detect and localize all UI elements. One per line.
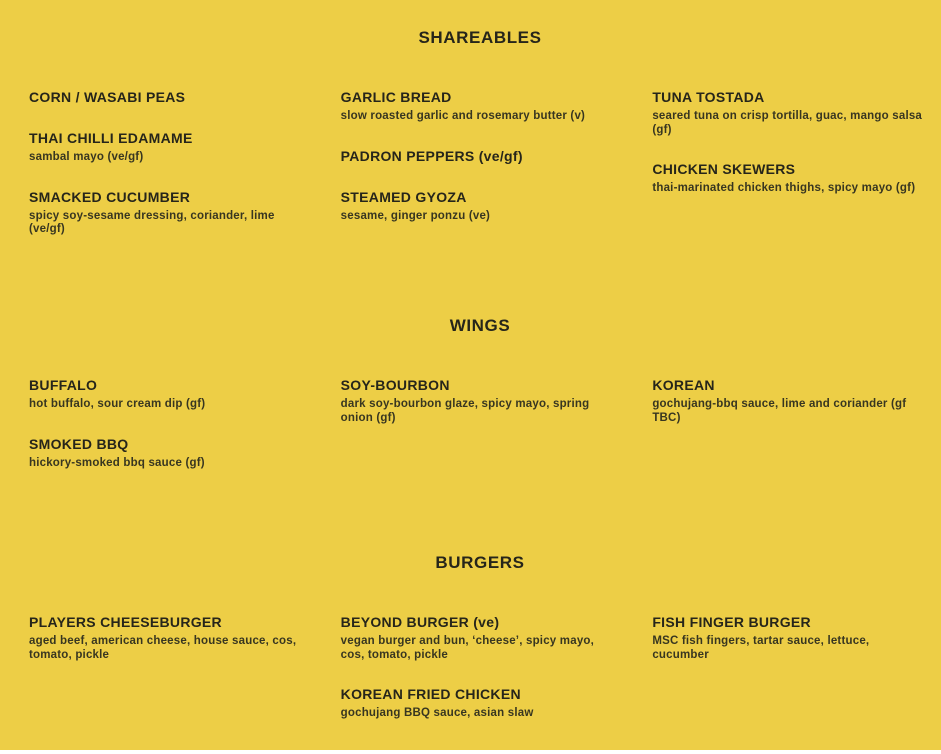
item-name: STEAMED GYOZA [340,188,467,205]
item-name: SOY-BOURBON [340,377,450,393]
item-name: SMOKED BBQ [29,435,129,452]
menu-item-korean-fried-chicken [341,686,620,721]
section-title-shareables: SHAREABLES [418,28,542,47]
column-middle [341,377,620,494]
menu-item-padron-peppers [341,148,620,165]
menu-item-corn-wasabi-peas [29,89,308,106]
section-columns [29,614,931,745]
column-left [29,89,308,261]
item-description: MSC fish fingers, tartar sauce, lettuce, cucumber [652,635,870,661]
section-columns [29,89,931,261]
section-title-burgers: BURGERS [435,553,525,572]
column-middle [341,614,620,745]
section-columns [29,377,931,494]
item-description: spicy soy-sesame dressing, coriander, lime (ve/gf) [29,209,275,235]
column-right [652,89,931,261]
column-middle [341,89,620,261]
menu-item-soy-bourbon [341,377,620,425]
item-description: hot buffalo, sour cream dip (gf) [29,398,206,410]
column-left [29,377,308,494]
item-description: hickory-smoked bbq sauce (gf) [29,456,205,469]
menu-item-korean-wings [652,377,931,425]
item-name: KOREAN FRIED CHICKEN [340,686,521,702]
menu-item-chicken-skewers [652,161,931,196]
item-name: TUNA TOSTADA [652,89,765,105]
item-description: thai-marinated chicken thighs, spicy mayo (gf) [652,182,916,194]
menu-item-smoked-bbq [29,436,308,471]
menu-item-beyond-burger [341,614,620,662]
item-name: BEYOND BURGER (ve) [340,614,500,630]
section-shareables [29,28,931,261]
item-description: aged beef, american cheese, house sauce, cos, tomato, pickle [29,635,297,661]
menu-item-players-cheeseburger [29,614,308,662]
column-left [29,614,308,745]
item-name: PADRON PEPPERS (ve/gf) [340,147,523,164]
item-name: PLAYERS CHEESEBURGER [29,614,222,630]
menu-item-tuna-tostada [652,89,931,137]
item-name: THAI CHILLI EDAMAME [29,130,193,146]
section-title-wings: WINGS [449,316,511,335]
section-burgers [29,553,931,745]
item-name: CHICKEN SKEWERS [652,161,796,177]
column-right [652,377,931,494]
column-right [652,614,931,745]
menu-item-smacked-cucumber [29,189,308,237]
item-name: CORN / WASABI PEAS [29,89,186,105]
menu-item-thai-chilli-edamame [29,130,308,165]
item-name: GARLIC BREAD [340,89,452,105]
item-name: SMACKED CUCUMBER [29,188,191,205]
section-wings [29,316,931,494]
menu-item-buffalo [29,377,308,412]
item-name: FISH FINGER BURGER [652,614,811,630]
item-description: slow roasted garlic and rosemary butter (v) [340,110,586,122]
item-name: BUFFALO [29,377,98,393]
menu-item-garlic-bread [341,89,620,124]
menu-item-steamed-gyoza [341,189,620,224]
item-description: sambal mayo (ve/gf) [29,151,144,163]
item-description: seared tuna on crisp tortilla, guac, mango salsa (gf) [652,110,923,136]
item-description: vegan burger and bun, ‘cheese’, spicy mayo, cos, tomato, pickle [340,635,595,661]
item-description: gochujang BBQ sauce, asian slaw [340,707,534,719]
item-description: dark soy-bourbon glaze, spicy mayo, spring onion (gf) [340,398,590,424]
menu-item-fish-finger-burger [652,614,931,662]
item-name: KOREAN [652,377,715,393]
item-description: gochujang-bbq sauce, lime and coriander (gf TBC) [652,398,907,424]
item-description: sesame, ginger ponzu (ve) [340,209,491,222]
